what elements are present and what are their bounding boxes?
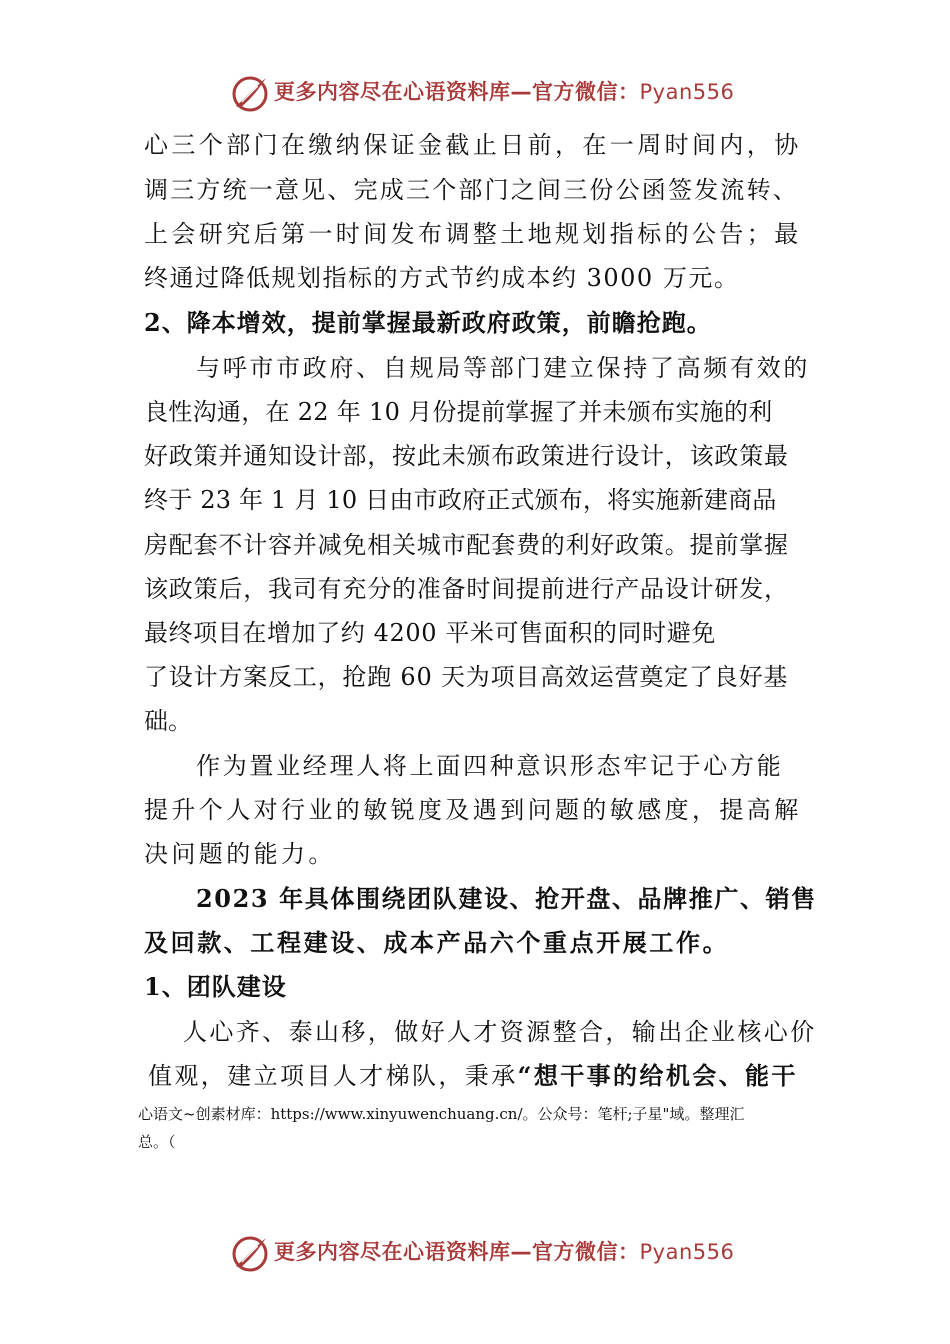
top-banner [0,68,950,118]
text-line: 终于 23 年 1 月 10 日由市政府正式颁布，将实施新建商品 [144,486,777,514]
text-line: 上会研究后第一时间发布调整土地规划指标的公告；最 [144,220,802,248]
bottom-banner [0,1228,950,1278]
text-line: 好政策并通知设计部，按此未颁布政策进行设计，该政策最 [144,442,789,470]
section-heading: 1、团队建设 [144,972,287,1001]
text-line: 与呼市市政府、自规局等部门建立保持了高频有效的 [196,354,811,382]
text-line: 值观，建立项目人才梯队，秉承“想干事的给机会、能干 [148,1061,798,1090]
text-line: 础。 [144,707,192,735]
text-line: 良性沟通，在 22 年 10 月份提前掌握了并未颁布实施的利 [144,398,773,426]
text-line: 心三个部门在缴纳保证金截止日前，在一周时间内，协 [144,131,802,159]
section-heading: 2、降本增效，提前掌握最新政府政策，前瞻抢跑。 [144,308,712,337]
text-line: 作为置业经理人将上面四种意识形态牢记于心方能 [196,752,784,780]
quill-pen-logo-icon [228,72,272,116]
text-line: 该政策后，我司有充分的准备时间提前进行产品设计研发， [144,575,789,603]
text-line: 人心齐、泰山移，做好人才资源整合，输出企业核心价 [183,1018,817,1046]
banner-text: 更多内容尽在心语资料库—官方微信：Pyan556 [274,80,735,104]
footer-note-line: 心语文~创素材库：https://www.xinyuwenchuang.cn/。公众号：笔杆;子星"域。整理汇 [138,1105,745,1123]
section-heading: 及回款、工程建设、成本产品六个重点开展工作。 [144,928,730,957]
banner-text: 更多内容尽在心语资料库—官方微信：Pyan556 [274,1240,735,1264]
text-line: 调三方统一意见、完成三个部门之间三份公函签发流转、 [144,176,799,204]
text-line: 最终项目在增加了约 4200 平米可售面积的同时避免 [144,619,716,647]
text-line: 房配套不计容并减免相关城市配套费的利好政策。提前掌握 [144,531,789,559]
text-line: 提升个人对行业的敏锐度及遇到问题的敏感度，提高解 [144,796,802,824]
text-line: 终通过降低规划指标的方式节约成本约 3000 万元。 [144,264,740,292]
banner-wechat: Pyan556 [639,80,735,104]
banner-wechat: Pyan556 [639,1240,735,1264]
text-line: 了设计方案反工，抢跑 60 天为项目高效运营奠定了良好基 [144,663,789,691]
footer-note-line: 总。（ [138,1133,176,1151]
text-line: 决问题的能力。 [144,840,336,868]
section-heading: 2023 年具体围绕团队建设、抢开盘、品牌推广、销售 [196,884,817,913]
quill-pen-logo-icon [228,1232,272,1276]
